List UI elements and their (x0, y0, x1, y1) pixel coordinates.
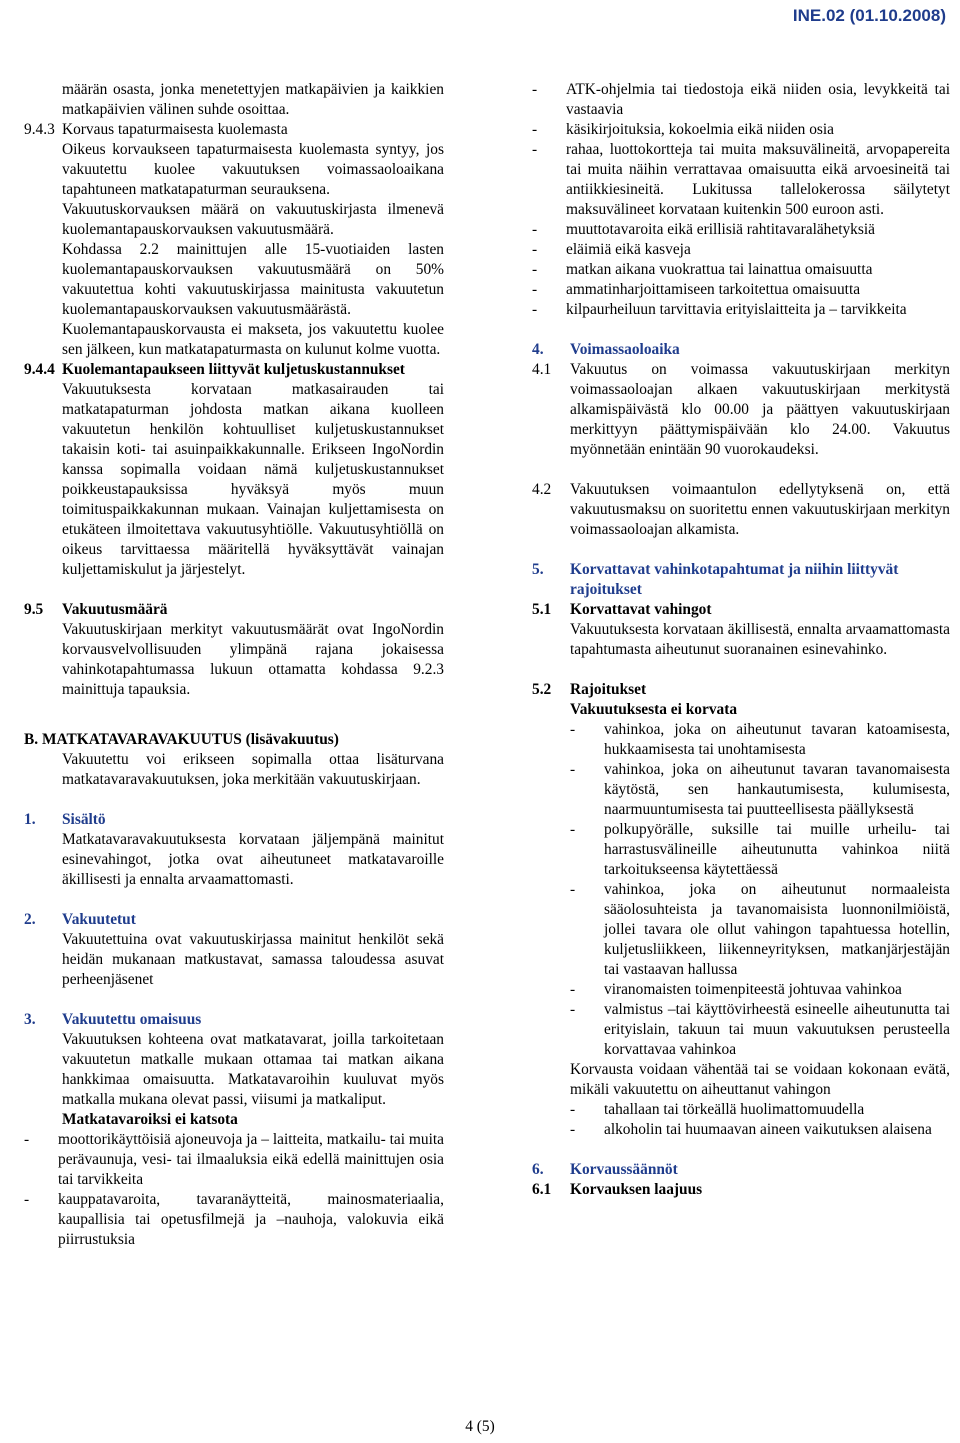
list-item: - alkoholin tai huumaavan aineen vaikutuksen alaisena (570, 1121, 932, 1138)
paragraph: Vakuutettuina ovat vakuutuskirjassa mainitut henkilöt sekä heidän mukanaan matkustavat, samassa taloudessa asuvat perheenjäsenet (62, 931, 444, 988)
paragraph: Oikeus korvaukseen tapaturmaisesta kuolemasta syntyy, jos vakuutettu kuolee vakuutuksen voimassaoloaikana tapahtuneen matkatapaturman seurauksena. (62, 141, 444, 198)
list-item: - tahallaan tai törkeällä huolimattomuudella (570, 1101, 865, 1118)
section-5-1 (532, 600, 950, 660)
list-item: - vahinkoa, joka on aiheutunut normaaleista sääolosuhteista ja tavanomaisista luonnonilmiöistä, jollei tavara ole ollut vahingon tapahtuessa hotellin, kuljetusliikkeen, liikenneyrityksen, matkanjärjestäjän tai vastaavan hallussa (570, 881, 950, 978)
list-item: - vahinkoa, joka on aiheutunut tavaran tavanomaisesta käytöstä, sen hankautumisesta, kulumisesta, naarmuuntumisesta tai puutteellisesta päällyksestä (570, 761, 950, 818)
section-number: 4.2 (532, 481, 552, 498)
section-title: Sisältö (62, 811, 106, 828)
page-number: 4 (5) (465, 1418, 495, 1435)
right-column (532, 80, 950, 1200)
document-id: INE.02 (01.10.2008) (792, 6, 946, 25)
paragraph: Vakuutettu voi erikseen sopimalla ottaa lisäturvana matkatavaravakuutuksen, joka merkitään vakuutuskirjaan. (62, 751, 444, 788)
excluded-items-list-continued (532, 80, 950, 320)
section-9-4-3 (24, 120, 444, 360)
section-number: 9.4.3 (24, 121, 55, 138)
section-number: 5.1 (532, 601, 552, 618)
list-item: - ATK-ohjelmia tai tiedostoja eikä niiden osia, levykkeitä tai vastaavia (532, 81, 950, 118)
section-1 (24, 810, 444, 890)
section-number: 1. (24, 811, 36, 828)
paragraph: Kohdassa 2.2 mainittujen alle 15-vuotiaiden lasten kuolemantapauskorvauksen vakuutusmäärä on 50% vakuutettua kohti vakuutuskirjassa mainitusta vakuutetun kuolemantapauskorvauksen vakuutusmäärästä. (62, 241, 444, 318)
paragraph: Vakuutus on voimassa vakuutuskirjaan merkityn voimassaoloajan alkaen vakuutuskirjaan merkitystä alkamispäivästä klo 00.00 ja päättyen vakuutuskirjaan merkittyyn päättymispäivään klo 24.00. Vakuutus myönnetään enintään 90 vuorokaudeksi. (570, 361, 950, 458)
list-item: - vahinkoa, joka on aiheutunut tavaran katoamisesta, hukkaamisesta tai unohtamisesta (570, 721, 950, 758)
section-number: 6. (532, 1161, 544, 1178)
section-title: Vakuutettu omaisuus (62, 1011, 202, 1028)
section-number: 6.1 (532, 1181, 552, 1198)
section-5-2 (532, 680, 950, 1140)
list-item: - viranomaisten toimenpiteestä johtuvaa vahinkoa (570, 981, 902, 998)
section-5 (532, 560, 950, 600)
paragraph: Vakuutuksesta korvataan äkillisestä, ennalta arvaamattomasta tapahtumasta aiheutunut suoranainen esinevahinko. (570, 621, 950, 658)
list-item: - eläimiä eikä kasveja (532, 241, 691, 258)
section-4 (532, 340, 950, 360)
section-title: Voimassaoloaika (570, 341, 680, 358)
paragraph: Korvausta voidaan vähentää tai se voidaan kokonaan evätä, mikäli vakuutettu on aiheuttanut vahingon (570, 1061, 950, 1098)
section-2 (24, 910, 444, 990)
list-item: - ammatinharjoittamiseen tarkoitettua omaisuutta (532, 281, 861, 298)
list-item: - moottorikäyttöisiä ajoneuvoja ja – laitteita, matkailu- tai muita perävaunuja, vesi- tai ilmaaluksia eikä edellä mainittujen osia tai tarvikkeita (24, 1131, 444, 1188)
paragraph: Vakuutuskirjaan merkityt vakuutusmäärät ovat IngoNordin korvausvelvollisuuden ylimpänä rajana jokaisessa vahinkotapahtumassa lukuun ottamatta kohdassa 9.2.3 mainittuja tapauksia. (62, 621, 444, 698)
section-title: Korvaus tapaturmaisesta kuolemasta (62, 121, 288, 138)
section-number: 3. (24, 1011, 36, 1028)
subheading: Matkatavaroiksi ei katsota (62, 1111, 238, 1128)
section-9-5 (24, 600, 444, 700)
list-item: - kilpaurheiluun tarvittavia erityislaitteita ja – tarvikkeita (532, 301, 907, 318)
section-number: 9.5 (24, 601, 44, 618)
section-title: Korvaussäännöt (570, 1161, 678, 1178)
section-title: Kuolemantapaukseen liittyvät kuljetuskustannukset (62, 361, 405, 378)
paragraph: Vakuutuksen voimaantulon edellytyksenä on, että vakuutusmaksu on suoritettu ennen vakuutuskirjaan merkityn voimassaoloajan alkamista. (570, 481, 950, 538)
excluded-items-list (24, 1130, 444, 1250)
list-item: - rahaa, luottokortteja tai muita maksuvälineitä, arvopapereita tai muita näihin verrattavaa omaisuutta eikä arvoesineitä tai antiikkiesineitä. Lukitussa tallelokerossa säilytetyt maksuvälineet korvataan kuitenkin 500 euroon asti. (532, 141, 950, 218)
paragraph: Vakuutuksen kohteena ovat matkatavarat, joilla tarkoitetaan vakuutetun matkalle mukaan ottamaa tai matkan aikana hankkimaa omaisuutta. Matkatavaroihin kuuluvat myös matkalla mukana olevat passi, viisumi ja matkaliput. (62, 1031, 444, 1108)
section-number: 4. (532, 341, 544, 358)
list-item: - polkupyörälle, suksille tai muille urheilu- tai harrastusvälineille aiheutunutta vahinkoa niitä tarkoitukseensa käytettäessä (570, 821, 950, 878)
part-b-title: B. MATKATAVARAVAKUUTUS (lisävakuutus) (24, 731, 339, 748)
section-title: Korvauksen laajuus (570, 1181, 703, 1198)
not-covered-list (570, 720, 950, 1060)
section-number: 5.2 (532, 681, 552, 698)
intro-paragraph: määrän osasta, jonka menetettyjen matkapäivien ja kaikkien matkapäivien välinen suhde osoittaa. (62, 81, 444, 118)
paragraph: Vakuutuksesta korvataan matkasairauden tai matkatapaturman johdosta matkan aikana kuolleen vakuutetun henkilön kohtuulliset kuljetuskustannukset takaisin koti- tai asuinpaikkakunnalle. Erikseen IngoNordin kanssa sopimalla voidaan nämä kuljetuskustannukset poikkeustapauksissa hyväksyä myös muun toimituspaikkakunnan mukaan. Vainajan kuljettamisesta on etukäteen ilmoitettava vakuutusyhtiölle. Vakuutusyhtiöllä on oikeus tarvittaessa määritellä hyväksyttävät vainajan kuljettamiskulut ja järjestelyt. (62, 381, 444, 578)
subheading: Vakuutuksesta ei korvata (570, 701, 738, 718)
section-4-1 (532, 360, 950, 460)
paragraph: Vakuutuskorvauksen määrä on vakuutuskirjasta ilmenevä kuolemantapauskorvauksen vakuutusmäärä. (62, 201, 444, 238)
left-column (24, 80, 444, 1250)
paragraph: Kuolemantapauskorvausta ei makseta, jos vakuutettu kuolee sen jälkeen, kun matkatapaturmasta on kulunut kolme vuotta. (62, 321, 444, 358)
section-number: 5. (532, 561, 544, 578)
section-6 (532, 1160, 950, 1180)
paragraph: Matkatavaravakuutuksesta korvataan jäljempänä mainitut esinevahingot, jotka ovat aiheutuneet matkatavaroille äkillisesti ja ennalta arvaamattomasti. (62, 831, 444, 888)
list-item: - matkan aikana vuokrattua tai lainattua omaisuutta (532, 261, 873, 278)
list-item: - kauppatavaroita, tavaranäytteitä, mainosmateriaalia, kaupallisia tai opetusfilmejä ja –nauhoja, valokuvia eikä piirrustuksia (24, 1191, 444, 1248)
section-number: 4.1 (532, 361, 552, 378)
reduction-list (570, 1100, 950, 1140)
section-9-4-4 (24, 360, 444, 580)
section-title: Korvattavat vahinkotapahtumat ja niihin liittyvät rajoitukset (570, 561, 899, 598)
section-number: 2. (24, 911, 36, 928)
section-title: Vakuutetut (62, 911, 136, 928)
section-title: Vakuutusmäärä (62, 601, 168, 618)
section-3 (24, 1010, 444, 1130)
section-4-2 (532, 480, 950, 540)
section-title: Rajoitukset (570, 681, 647, 698)
list-item: - valmistus –tai käyttövirheestä esineelle aiheutunutta tai erityislain, takuun tai muun vakuutuksen perusteella korvattavaa vahinkoa (570, 1001, 950, 1058)
section-title: Korvattavat vahingot (570, 601, 712, 618)
list-item: - käsikirjoituksia, kokoelmia eikä niiden osia (532, 121, 834, 138)
section-number: 9.4.4 (24, 361, 55, 378)
list-item: - muuttotavaroita eikä erillisiä rahtitavaralähetyksiä (532, 221, 875, 238)
section-6-1 (532, 1180, 950, 1200)
